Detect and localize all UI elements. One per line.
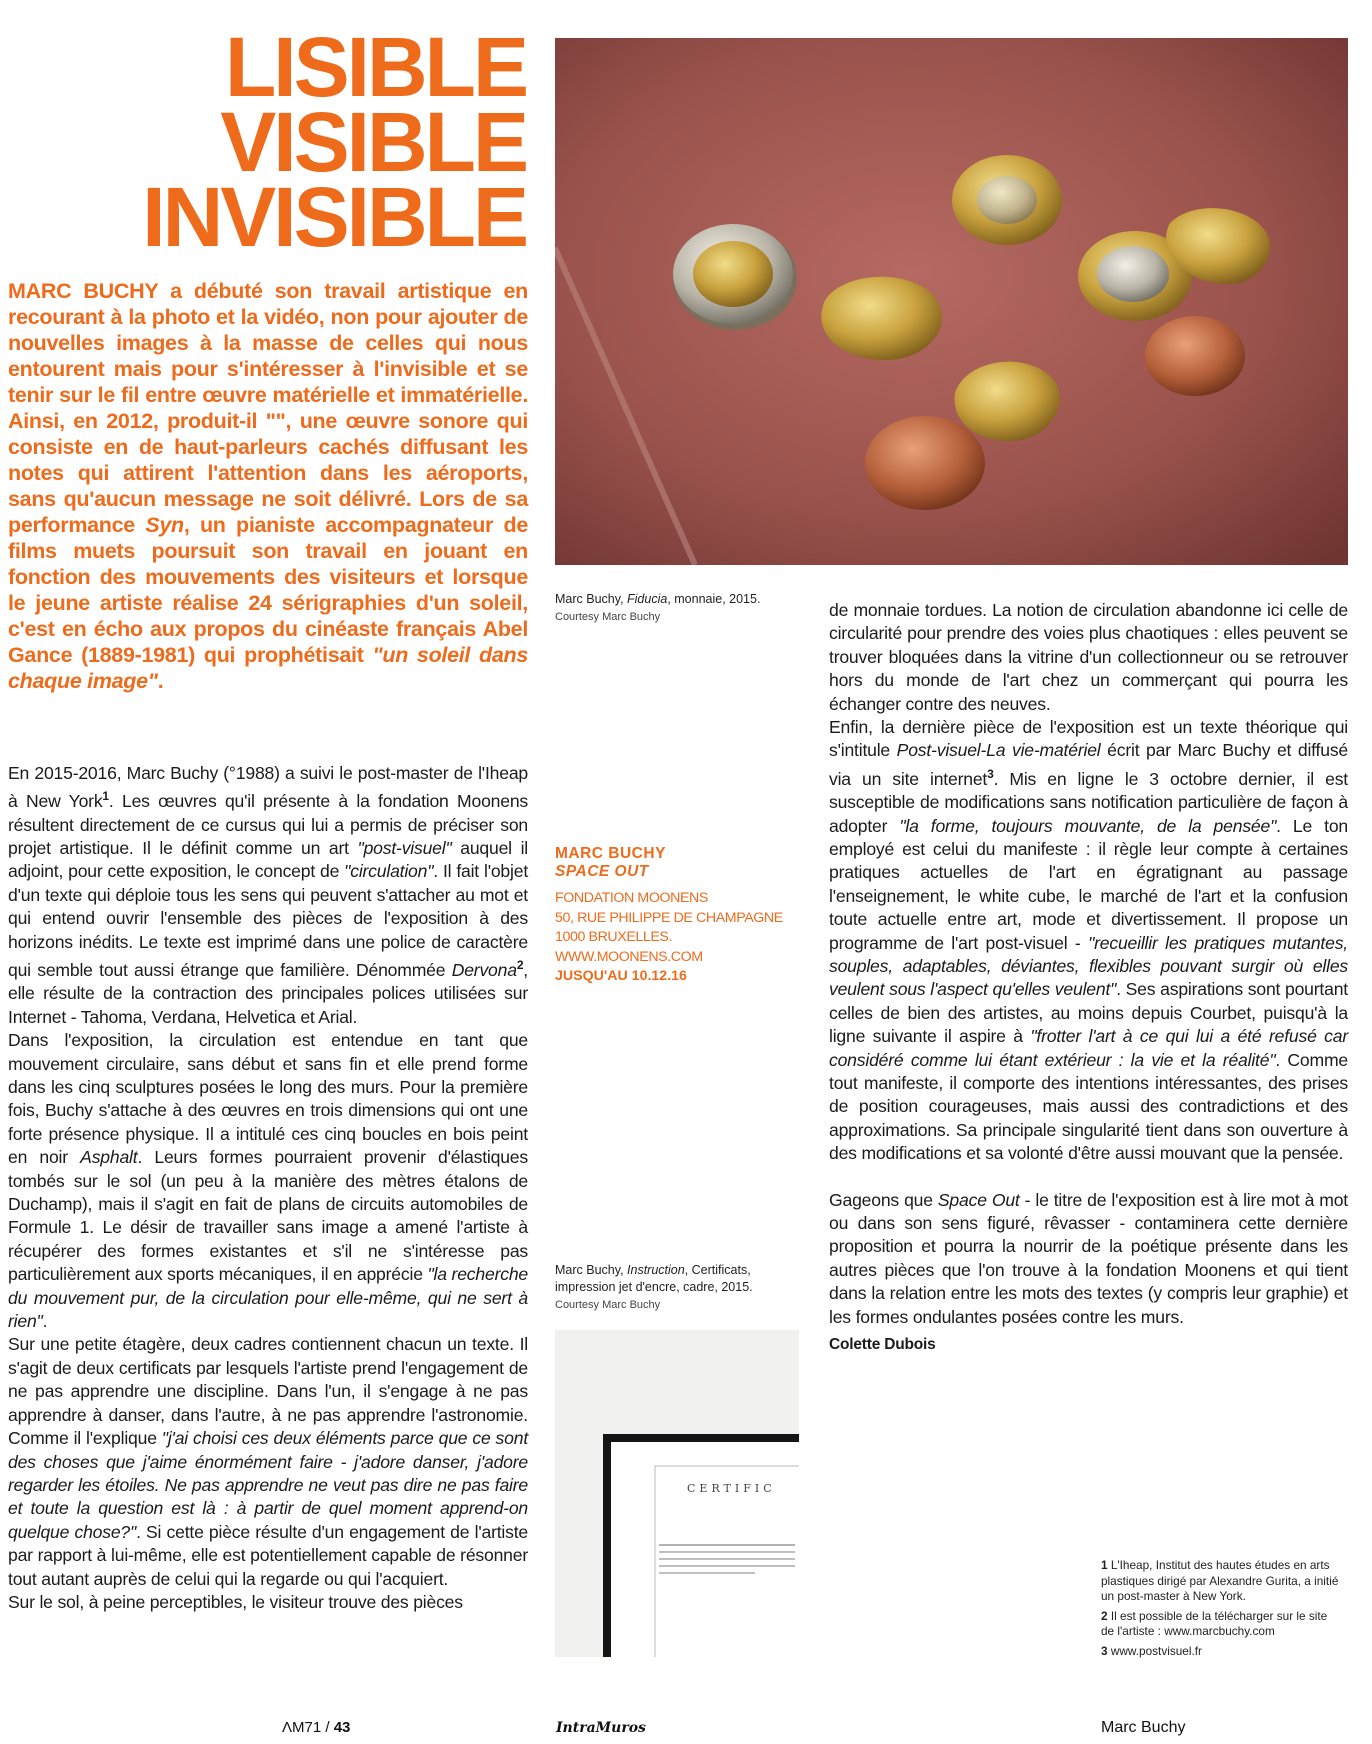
col2-text: Gageons que bbox=[829, 1189, 938, 1210]
intro-end: . bbox=[157, 669, 164, 693]
col1-paragraph-4: Sur le sol, à peine perceptibles, le visiteur trouve des pièces bbox=[8, 1591, 463, 1612]
footnote-text: L'Iheap, Institut des hautes études en arts plastiques dirigé par Alexandre Gurita, a initié un post-master à New York. bbox=[1101, 1558, 1339, 1603]
exhibition-info bbox=[555, 845, 795, 987]
caption1-title: Fiducia bbox=[627, 592, 668, 606]
col2-paragraph-3 bbox=[829, 1189, 1348, 1329]
col2-italic: Post-visuel-La vie-matériel bbox=[896, 740, 1101, 761]
col1-text: . Si cette pièce résulte d'un engagement de l'artiste par rapport à lui-même, elle est potentiellement capable de résonner tout autant auprès de celui qui la regarde ou qui l'acquiert. bbox=[8, 1521, 528, 1589]
col1-text: . Les œuvres qu'il présente à la fondation Moonens résultent directement de ce cursus qui lui a permis de préciser son projet artistique. Il le définit comme un art bbox=[8, 791, 529, 859]
caption2-artist: Marc Buchy, bbox=[555, 1263, 628, 1277]
col1-text: . Il fait l'objet d'un texte qui déploie tous les sens qui peuvent s'attacher au mot et qui entend ouvrir l'ensemble des pièces de l'exposition à des horizons inédits. Le texte est imprimé dans une police de caractère qui semble tout aussi étrange que familière. Dénommée bbox=[8, 861, 529, 980]
col2-italic: "recueillir les pratiques mutantes, souples, adaptables, déviantes, flexibles pouvant surgir où elles veulent sous l'aspect qu'elles veulent" bbox=[829, 932, 1348, 1000]
col1-italic: "la recherche du mouvement pur, de la circulation pour elle-même, qui ne sert à rien" bbox=[8, 1264, 528, 1332]
certificate-photo bbox=[555, 1330, 799, 1657]
col2-text: . Le ton employé est celui du manifeste : il règle leur compte à certaines pratiques actuelles de l'art en égratignant au passage l'enseignement, le white cube, le marché de l'art et la confusion toute actuelle entre art, mode et divertissement. Il propose un programme de l'art post-visuel - bbox=[829, 815, 1348, 953]
col1-paragraph-1 bbox=[8, 762, 528, 1029]
article-author: Colette Dubois bbox=[829, 1336, 936, 1354]
intro-text-1: a débuté son travail artistique en recourant à la photo et la vidéo, non pour ajouter de nouvelles images à la masse de celles qui nous entourent mais pour s'intéresser à l'invisible et se tenir sur le fil entre œuvre matérielle et immatérielle. Ainsi, en 2012, produit-il "", une œuvre sonore qui consiste en de haut-parleurs cachés diffusant les notes qui attirent l'attention dans les aéroports, sans qu'aucun message ne soit délivré. Lors de sa performance bbox=[8, 279, 529, 537]
info-show-title: SPACE OUT bbox=[555, 863, 649, 880]
title-line-2: VISIBLE bbox=[220, 95, 526, 189]
col2-italic: "la forme, toujours mouvante, de la pensée" bbox=[899, 815, 1277, 836]
col1-italic: "circulation" bbox=[344, 861, 434, 882]
article-title bbox=[0, 20, 526, 264]
col2-paragraph-1: de monnaie tordues. La notion de circulation abandonne ici celle de circularité pour prendre des voies plus chaotiques : elles peuvent se trouver bloquées dans la vitrine d'un collectionneur ou se retrouver hors du monde de l'art chez un commerçant qui pourra les échanger contre des neuves. bbox=[829, 600, 1348, 714]
intro-quote: "un soleil dans chaque image" bbox=[8, 643, 528, 693]
coins-photo bbox=[555, 38, 1348, 565]
col1-text: Sur une petite étagère, deux cadres contiennent chacun un texte. Il s'agit de deux certificats par lesquels l'artiste prend l'engagement de ne pas apprendre une discipline. Dans l'un, il s'engage à ne pas apprendre à danser, dans l'autre, à ne pas apprendre l'astronomie. Comme il l'explique bbox=[8, 1334, 528, 1449]
caption1-courtesy: Courtesy Marc Buchy bbox=[555, 611, 661, 623]
col1-text: . bbox=[42, 1311, 48, 1332]
intro-paragraph bbox=[8, 278, 528, 694]
certificate-heading: CERTIFIC bbox=[687, 1482, 776, 1495]
footnote-number: 1 bbox=[1101, 1558, 1108, 1572]
col1-italic: Asphalt bbox=[80, 1147, 138, 1168]
photo-caption-fiducia bbox=[555, 591, 795, 626]
col1-text: En 2015-2016, Marc Buchy (°1988) a suivi le post-master de l'Iheap à New York bbox=[8, 763, 528, 812]
caption2-courtesy: Courtesy Marc Buchy bbox=[555, 1299, 661, 1311]
title-line-3: INVISIBLE bbox=[142, 170, 526, 264]
footnote-text: Il est possible de la télécharger sur le site de l'artiste : www.marcbuchy.com bbox=[1101, 1608, 1328, 1638]
info-address: 50, RUE PHILIPPE DE CHAMPAGNE bbox=[555, 909, 783, 926]
footnote-2 bbox=[1101, 1609, 1341, 1640]
article-column-1 bbox=[8, 762, 528, 1614]
info-artist: MARC BUCHY bbox=[555, 845, 666, 862]
issue-number: 71 / bbox=[304, 1719, 334, 1736]
info-website: WWW.MOONENS.COM bbox=[555, 948, 703, 965]
col2-text: . Mis en ligne le 3 octobre dernier, il est susceptible de modifications sans notification particulière de façon à adopter bbox=[829, 768, 1348, 836]
col2-text: Enfin, la dernière pièce de l'exposition est un texte théorique qui s'intitule bbox=[829, 717, 1348, 761]
footnote-number: 2 bbox=[1101, 1608, 1108, 1623]
col2-text: - le titre de l'exposition est à lire mot à mot ou dans son sens figuré, rêvasser - contaminera cette dernière proposition et pourra la nourrir de la poétique présente dans les autres pièces que l'on trouve à la fondation Moonens et qui tient dans la relation entre les mots des textes (y compris leur graphie) et les formes ondulantes posées contre les murs. bbox=[829, 1189, 1348, 1327]
col1-text: Dans l'exposition, la circulation est entendue en tant que mouvement circulaire, sans début et sans fin et elle prend forme dans les cinq sculptures posées le long des murs. Pour la première fois, Buchy s'attache à des œuvres en trois dimensions qui ont une forte présence physique. Il a intitulé ces cinq boucles en bois peint en noir bbox=[8, 1030, 528, 1168]
intro-text-2: , un pianiste accompagnateur de films muets poursuit son travail en jouant en fonction des mouvements des visiteurs et lorsque le jeune artiste réalise 24 sérigraphies d'un soleil, c'est en écho aux propos du cinéaste français Abel Gance (1889-1981) qui prophétisait bbox=[8, 513, 528, 667]
info-venue: FONDATION MOONENS bbox=[555, 890, 708, 906]
caption2-title: Instruction bbox=[627, 1263, 685, 1277]
magazine-name: IntraMuros bbox=[556, 1720, 646, 1736]
col2-text: . Comme tout manifeste, il comporte des intentions intéressantes, des prises de position courageuses, mais aussi des contradictions et des approximations. Sa principale singularité tient dans son ouverture à des modifications et sa volonté d'être aussi mouvant que la pensée. bbox=[829, 1049, 1348, 1164]
info-until: JUSQU'AU 10.12.16 bbox=[555, 968, 687, 984]
section-name: Marc Buchy bbox=[1101, 1719, 1186, 1736]
col2-italic: "frotter l'art à ce qui lui a été refusé car considéré comme lui étant extérieur : la vie et la réalité" bbox=[829, 1026, 1349, 1070]
col2-paragraph-2 bbox=[829, 716, 1348, 1166]
col2-text: . Ses aspirations sont pourtant celles de bien des artistes, au moins depuis Courbet, puisqu'à la ligne suivante il aspire à bbox=[829, 979, 1348, 1047]
page-number bbox=[282, 1719, 350, 1736]
photo-caption-instruction bbox=[555, 1262, 795, 1314]
col2-italic: Space Out bbox=[937, 1189, 1020, 1210]
footnote-ref-3: 3 bbox=[987, 766, 994, 781]
footnote-ref-2: 2 bbox=[516, 958, 524, 973]
col1-paragraph-3 bbox=[8, 1333, 528, 1590]
col1-text: , elle résulte de la contraction des principales polices utilisées sur Internet - Tahoma, Verdana, Helvetica et Arial. bbox=[8, 959, 528, 1027]
col2-text: écrit par Marc Buchy et diffusé via un site internet bbox=[829, 740, 1348, 789]
coins-illustration bbox=[555, 38, 1348, 565]
title-line-1: LISIBLE bbox=[224, 20, 526, 114]
page-number-value: 43 bbox=[333, 1719, 351, 1736]
footnote-3 bbox=[1101, 1644, 1341, 1660]
col1-paragraph-2 bbox=[8, 1029, 528, 1333]
caption1-artist: Marc Buchy, bbox=[555, 592, 628, 606]
col1-italic: "j'ai choisi ces deux éléments parce que ce sont des choses que j'aime énormément faire - j'adore danser, j'adore regarder les étoiles. Ne pas apprendre ne veut pas dire ne pas faire et toute la question est là : à partir de quel moment apprend-on quelque chose?" bbox=[8, 1428, 529, 1542]
footnote-number: 3 bbox=[1101, 1643, 1108, 1658]
footnotes bbox=[1101, 1558, 1341, 1663]
footnote-ref-1: 1 bbox=[102, 789, 109, 804]
col1-italic: "post-visuel" bbox=[357, 838, 452, 859]
col1-text: . Leurs formes pourraient provenir d'élastiques tombés sur le sol (un peu à la manière des mètres étalons de Duchamp), mais il s'agit en fait de plans de circuits automobiles de Formule 1. Le désir de travailler sans image a amené l'artiste à récupérer des formes existantes et s'il ne s'intéresse pas particulièrement aux sports mécaniques, il en apprécie bbox=[8, 1147, 528, 1285]
caption1-details: , monnaie, 2015. bbox=[667, 592, 761, 606]
certificate-illustration bbox=[555, 1330, 799, 1657]
intro-work-syn: Syn bbox=[145, 513, 184, 537]
magazine-logo-mark: ΛM bbox=[282, 1719, 305, 1736]
info-city: 1000 BRUXELLES. bbox=[555, 929, 673, 945]
intro-artist-name: MARC BUCHY bbox=[8, 279, 158, 303]
col1-text: auquel il adjoint, pour cette exposition, le concept de bbox=[8, 838, 528, 882]
col1-italic: Dervona bbox=[451, 959, 517, 980]
footnote-1 bbox=[1101, 1558, 1341, 1605]
caption2-details: , Certificats, impression jet d'encre, cadre, 2015. bbox=[555, 1263, 753, 1294]
footnote-text: www.postvisuel.fr bbox=[1107, 1643, 1202, 1658]
article-column-2 bbox=[829, 599, 1348, 1356]
